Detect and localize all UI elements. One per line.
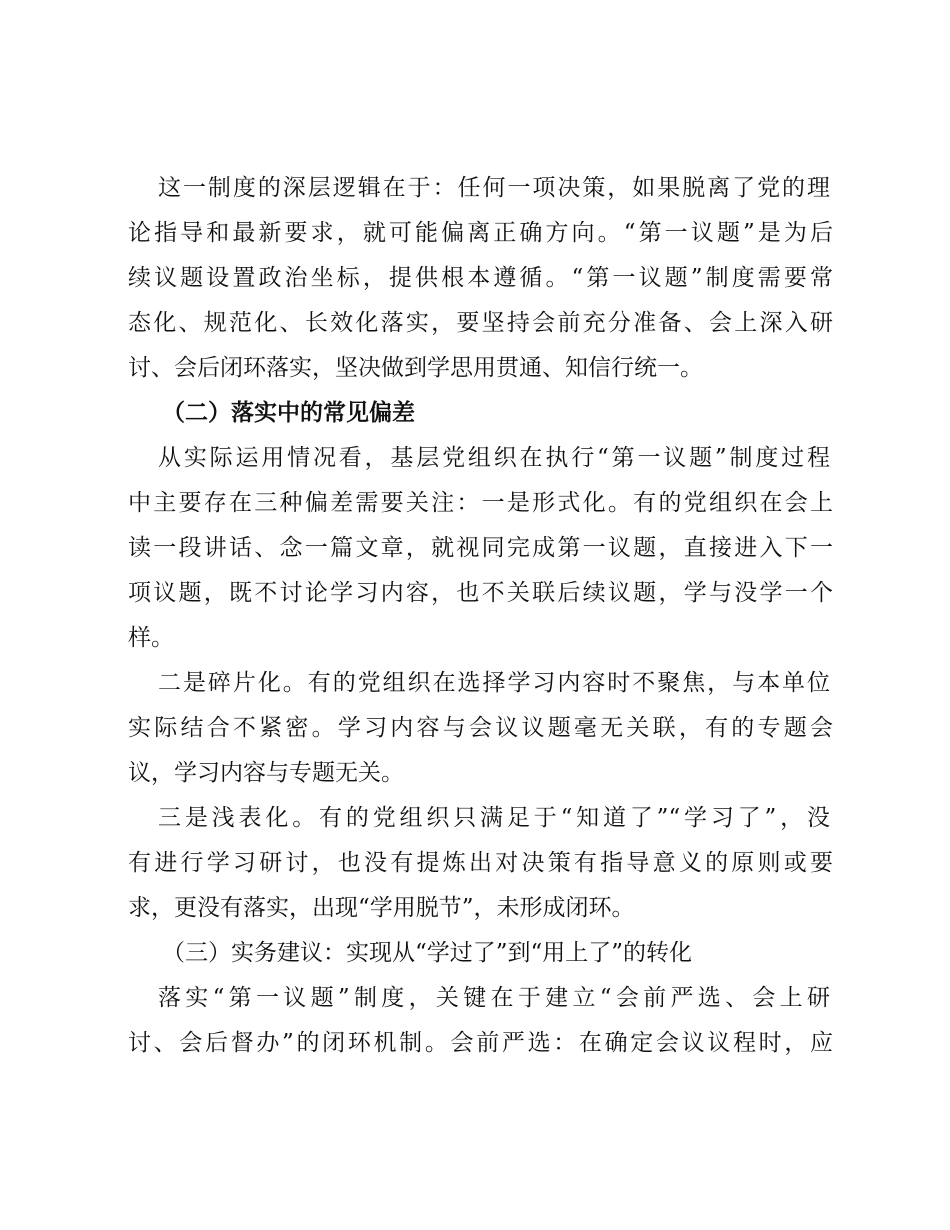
paragraph-1-line-2: 论指导和最新要求，就可能偏离正确方向。“第一议题”是为后 (128, 220, 833, 246)
paragraph-1-line-3: 续议题设置政治坐标，提供根本遵循。“第一议题”制度需要常 (128, 265, 833, 291)
paragraph-2-line-3: 读一段讲话、念一篇文章，就视同完成第一议题，直接进入下一 (128, 535, 833, 561)
section-heading-3: （三）实务建议：实现从“学过了”到“用上了”的转化 (162, 940, 693, 966)
paragraph-3-line-2: 实际结合不紧密。学习内容与会议议题毫无关联，有的专题会 (128, 715, 833, 741)
paragraph-5-line-1: 落实“第一议题”制度，关键在于建立“会前严选、会上研 (158, 985, 830, 1011)
paragraph-3-line-3: 议，学习内容与专题无关。 (128, 760, 404, 786)
paragraph-2-line-1: 从实际运用情况看，基层党组织在执行“第一议题”制度过程 (158, 445, 830, 471)
section-heading-2: （二）落实中的常见偏差 (162, 399, 415, 426)
paragraph-5-line-2: 讨、会后督办”的闭环机制。会前严选：在确定会议议程时，应 (128, 1030, 833, 1056)
paragraph-2-line-4: 项议题，既不讨论学习内容，也不关联后续议题，学与没学一个 (128, 580, 833, 606)
paragraph-4-line-2: 有进行学习研讨，也没有提炼出对决策有指导意义的原则或要 (128, 850, 833, 876)
paragraph-4-line-1: 三是浅表化。有的党组织只满足于“知道了”“学习了”，没 (158, 805, 830, 831)
paragraph-2-line-5: 样。 (128, 625, 174, 651)
paragraph-4-line-3: 求，更没有落实，出现“学用脱节”，未形成闭环。 (128, 895, 635, 921)
paragraph-1-line-4: 态化、规范化、长效化落实，要坚持会前充分准备、会上深入研 (128, 310, 833, 336)
paragraph-3-line-1: 二是碎片化。有的党组织在选择学习内容时不聚焦，与本单位 (158, 670, 830, 696)
paragraph-2-line-2: 中主要存在三种偏差需要关注：一是形式化。有的党组织在会上 (128, 490, 833, 516)
paragraph-1-line-5: 讨、会后闭环落实，坚决做到学思用贯通、知信行统一。 (128, 355, 703, 381)
paragraph-1-line-1: 这一制度的深层逻辑在于：任何一项决策，如果脱离了党的理 (158, 175, 830, 201)
